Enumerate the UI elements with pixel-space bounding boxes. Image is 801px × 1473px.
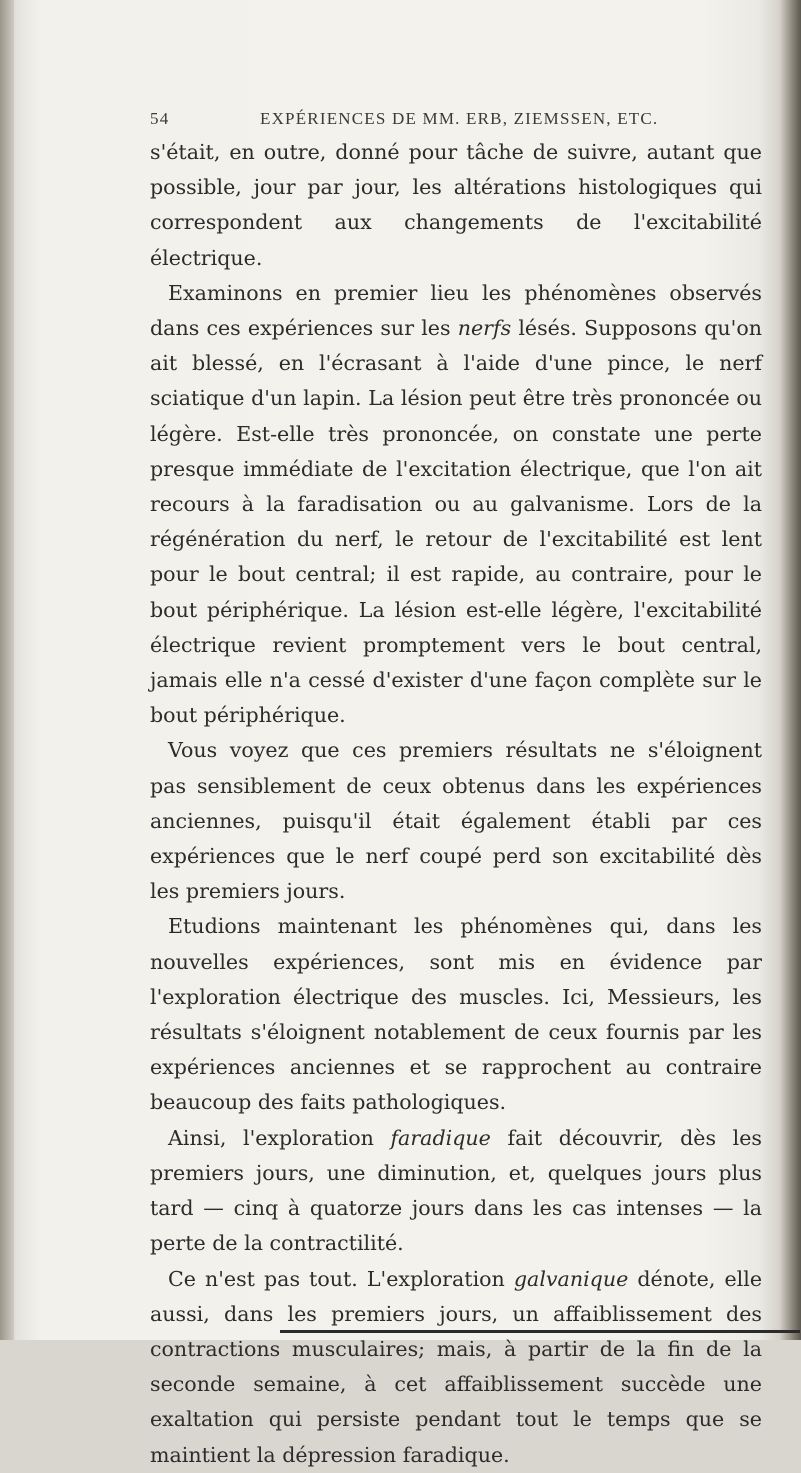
paragraph-emphasis: galvanique	[513, 1266, 629, 1291]
paragraph-4	[150, 909, 762, 1120]
paragraph-emphasis: nerfs	[457, 316, 512, 341]
page-edge-shadow	[779, 0, 801, 1340]
paragraph-text: s'était, en outre, donné pour tâche de suivre, autant que possible, jour par jour, les altérations histologiques qui correspondent aux changements de l'excitabilité électrique.	[150, 140, 762, 270]
paragraph-5	[150, 1121, 762, 1262]
page-header	[150, 103, 760, 131]
paragraph-text: Vous voyez que ces premiers résultats ne s'éloignent pas sensiblement de ceux obtenus dans les expériences anciennes, puisqu'il était également établi par ces expériences que le nerf coupé perd son excitabilité dès les premiers jours.	[150, 738, 762, 904]
bottom-rule	[280, 1330, 800, 1333]
paragraph-text: dénote, elle aussi, dans les premiers jours, un affaiblissement des contractions musculaires; mais, à partir de la fin de la seconde semaine, à cet affaiblissement succède une exaltation qui persiste pendant tout le temps que se maintient la dépression faradique.	[150, 1266, 763, 1467]
paragraph-text: Examinons en premier lieu les phénomènes observés dans ces expériences sur les	[150, 280, 762, 341]
paragraph-text: Etudions maintenant les phénomènes qui, dans les nouvelles expériences, sont mis en évidence par l'exploration électrique des muscles. Ici, Messieurs, les résultats s'éloignent notablement de ceux fournis par les expériences anciennes et se rapprochent au contraire beaucoup des faits pathologiques.	[150, 914, 762, 1115]
page-number: 54	[150, 109, 170, 128]
paragraph-1	[150, 135, 762, 276]
paragraph-emphasis: faradique	[390, 1125, 491, 1150]
body-text	[150, 135, 762, 1473]
page-binding-shadow	[0, 0, 14, 1340]
paragraph-text: lésés. Supposons qu'on ait blessé, en l'écrasant à l'aide d'une pince, le nerf sciatique d'un lapin. La lésion peut être très prononcée ou légère. Est-elle très prononcée, on constate une perte presque immédiate de l'excitation électrique, que l'on ait recours à la faradisation ou au galvanisme. Lors de la régénération du nerf, le retour de l'excitabilité est lent pour le bout central; il est rapide, au contraire, pour le bout périphérique. La lésion est-elle légère, l'excitabilité électrique revient promptement vers le bout central, jamais elle n'a cessé d'exister d'une façon complète sur le bout périphérique.	[150, 316, 762, 728]
paragraph-3	[150, 733, 762, 909]
paragraph-2	[150, 276, 762, 734]
paragraph-text: Ce n'est pas tout. L'exploration	[168, 1266, 514, 1291]
paragraph-text: Ainsi, l'exploration	[168, 1125, 391, 1150]
paragraph-text: fait découvrir, dès les premiers jours, une diminution, et, quelques jours plus tard — cinq à quatorze jours dans les cas intenses — la perte de la contractilité.	[150, 1125, 762, 1256]
running-title: EXPÉRIENCES DE MM. ERB, ZIEMSSEN, ETC.	[260, 109, 659, 128]
paragraph-6	[150, 1262, 762, 1473]
